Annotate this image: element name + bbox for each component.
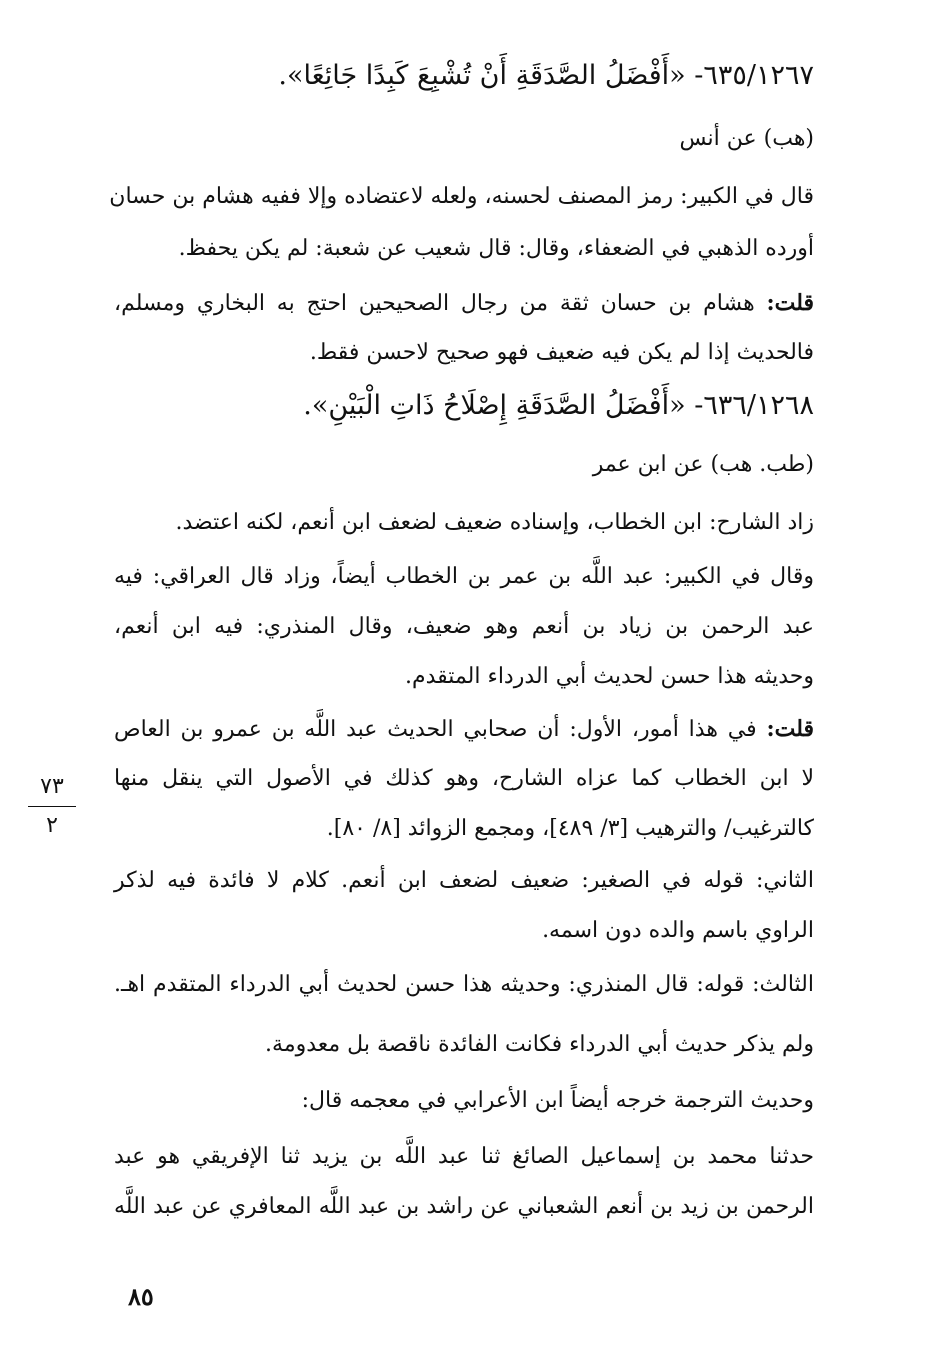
paragraph-line: أورده الذهبي في الضعفاء، وقال: قال شعيب عن شعبة: لم يكن يحفظ. xyxy=(178,236,814,261)
hadith-source: (هب) عن أنس xyxy=(679,126,814,151)
paragraph-line: فالحديث إذا لم يكن فيه ضعيف فهو صحيح لاحسن فقط. xyxy=(309,340,814,365)
hadith-635: ٦٣٥/١٢٦٧- «أَفْضَلُ الصَّدَقَةِ أَنْ تُشْبِعَ كَبِدًا جَائِعًا». xyxy=(278,60,814,91)
hadith-source: (طب. هب) عن ابن عمر xyxy=(592,452,814,477)
paragraph-line: قال في الكبير: رمز المصنف لحسنه، ولعله لاعتضاده وإلا ففيه هشام بن حسان xyxy=(109,184,814,209)
paragraph-line: عبد الرحمن بن زياد بن أنعم وهو ضعيف، وقال المنذري: فيه ابن أنعم، xyxy=(114,614,814,639)
qultu-label: قلت: xyxy=(766,716,815,742)
hadith-636: ٦٣٦/١٢٦٨- «أَفْضَلُ الصَّدَقَةِ إِصْلَاحُ ذَاتِ الْبَيْنِ». xyxy=(303,390,814,421)
paragraph-line: كالترغيب/ والترهيب [٣/ ٤٨٩]، ومجمع الزوائد [٨/ ٨٠]. xyxy=(326,816,814,841)
paragraph-line xyxy=(114,288,814,319)
margin-ref-bottom: ٢ xyxy=(46,813,58,838)
paragraph-text: هشام بن حسان ثقة من رجال الصحيحين احتج به البخاري ومسلم، xyxy=(114,291,755,316)
paragraph-line: وحديثه هذا حسن لحديث أبي الدرداء المتقدم. xyxy=(405,664,814,689)
paragraph-line: الثاني: قوله في الصغير: ضعيف لضعف ابن أنعم. كلام لا فائدة فيه لذكر xyxy=(114,868,814,893)
paragraph-line: الرحمن بن زيد بن أنعم الشعباني عن راشد بن عبد اللَّه المعافري عن عبد اللَّه xyxy=(114,1194,815,1219)
paragraph-line: ولم يذكر حديث أبي الدرداء فكانت الفائدة ناقصة بل معدومة. xyxy=(265,1032,814,1057)
paragraph-line: حدثنا محمد بن إسماعيل الصائغ ثنا عبد اللَّه بن يزيد ثنا الإفريقي هو عبد xyxy=(114,1144,814,1169)
margin-ref-rule xyxy=(28,806,76,807)
paragraph-line: لا ابن الخطاب كما عزاه الشارح، وهو كذلك في الأصول التي ينقل منها xyxy=(114,766,814,791)
page-number: ٨٥ xyxy=(128,1282,154,1311)
margin-ref-top: ٧٣ xyxy=(40,774,64,799)
paragraph-line: وحديث الترجمة خرجه أيضاً ابن الأعرابي في معجمه قال: xyxy=(301,1088,814,1113)
paragraph-line: الثالث: قوله: قال المنذري: وحديثه هذا حسن لحديث أبي الدرداء المتقدم اهـ. xyxy=(114,972,814,997)
qultu-label: قلت: xyxy=(766,290,814,316)
paragraph-line: الراوي باسم والده دون اسمه. xyxy=(542,918,814,943)
paragraph-line: زاد الشارح: ابن الخطاب، وإسناده ضعيف لضعف ابن أنعم، لكنه اعتضد. xyxy=(175,510,814,535)
margin-reference xyxy=(28,774,76,839)
paragraph-line: وقال في الكبير: عبد اللَّه بن عمر بن الخطاب أيضاً، وزاد قال العراقي: فيه xyxy=(114,564,814,589)
paragraph-line xyxy=(114,714,814,745)
paragraph-text: في هذا أمور، الأول: أن صحابي الحديث عبد اللَّه بن عمرو بن العاص xyxy=(114,717,757,742)
